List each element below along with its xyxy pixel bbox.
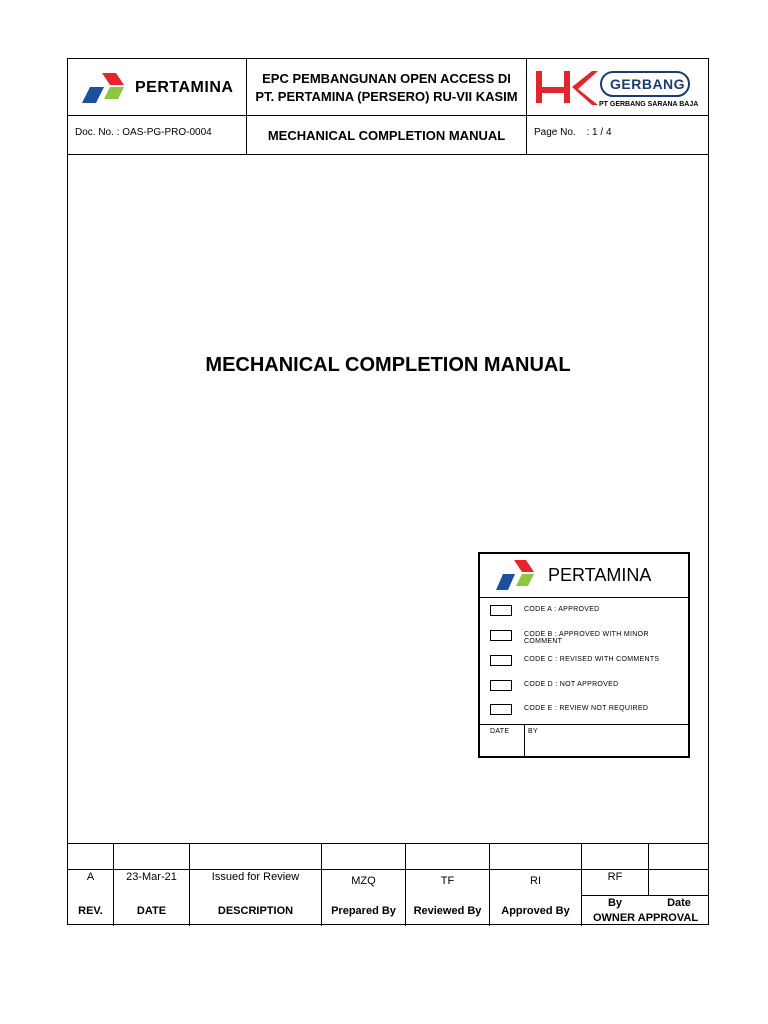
owner-date-header: Date — [667, 897, 691, 909]
rev-col-divider — [648, 843, 649, 895]
doc-no-label: Doc. No. — [75, 127, 114, 138]
hk-logo-icon — [532, 65, 602, 109]
page-no-label: Page No. — [534, 127, 576, 138]
approval-stamp — [478, 552, 690, 758]
stamp-bottom-divider — [480, 724, 688, 725]
approved-by-header: Approved By — [501, 905, 570, 917]
stamp-by-label: BY — [528, 728, 538, 735]
project-title — [247, 67, 526, 109]
project-title-line2: PT. PERTAMINA (PERSERO) RU-VII KASIM — [255, 89, 518, 104]
owner-approval-header: OWNER APPROVAL — [592, 912, 699, 924]
stamp-divider — [480, 597, 688, 598]
contractor-name: PT GERBANG SARANA BAJA — [599, 101, 699, 108]
code-d-label: CODE D : NOT APPROVED — [524, 681, 619, 688]
approved-by-cell: RI — [530, 875, 541, 887]
header-bottom-line — [68, 154, 708, 155]
code-c-checkbox[interactable] — [490, 655, 512, 666]
pertamina-mark-icon — [494, 558, 538, 592]
stamp-logo-text: PERTAMINA — [548, 565, 652, 585]
code-c-label: CODE C : REVISED WITH COMMENTS — [524, 656, 660, 663]
doc-no — [75, 127, 212, 138]
prepared-by-cell: MZQ — [351, 875, 376, 887]
owner-by-header: By — [607, 897, 623, 909]
header-col-divider-2 — [526, 59, 527, 154]
contractor-logo — [532, 65, 707, 113]
gerbang-badge — [600, 71, 690, 97]
page-no — [534, 127, 612, 138]
code-b-label: CODE B : APPROVED WITH MINOR COMMENT — [524, 631, 649, 645]
owner-date-cell — [649, 870, 709, 884]
reviewed-by-header: Reviewed By — [413, 905, 482, 917]
owner-by-cell: RF — [607, 871, 623, 883]
description-cell: Issued for Review — [211, 871, 300, 883]
document-frame — [67, 58, 709, 925]
rev-table-top-line — [68, 843, 708, 844]
description-header: DESCRIPTION — [217, 905, 294, 917]
pertamina-logo — [80, 71, 245, 105]
code-e-checkbox[interactable] — [490, 704, 512, 715]
code-a-label: CODE A : APPROVED — [524, 606, 600, 613]
pertamina-logo-text: PERTAMINA — [135, 79, 234, 96]
code-d-checkbox[interactable] — [490, 680, 512, 691]
doc-title-header: MECHANICAL COMPLETION MANUAL — [267, 127, 506, 143]
rev-header: REV. — [78, 905, 103, 917]
project-title-line1: EPC PEMBANGUNAN OPEN ACCESS DI — [262, 71, 511, 86]
rev-cell: A — [86, 871, 95, 883]
code-b-checkbox[interactable] — [490, 630, 512, 641]
code-a-checkbox[interactable] — [490, 605, 512, 616]
pertamina-mark-icon — [80, 71, 130, 105]
stamp-date-by-divider — [524, 724, 525, 758]
prepared-by-header: Prepared By — [331, 905, 396, 917]
main-title: MECHANICAL COMPLETION MANUAL — [205, 353, 571, 376]
date-header: DATE — [136, 905, 167, 917]
gerbang-logo-text: GERBANG — [610, 76, 686, 92]
doc-no-value: : OAS-PG-PRO-0004 — [116, 127, 212, 138]
reviewed-by-cell: TF — [440, 875, 455, 887]
code-e-label: CODE E : REVIEW NOT REQUIRED — [524, 705, 649, 712]
page-no-value: : 1 / 4 — [586, 127, 612, 138]
stamp-date-label: DATE — [490, 728, 510, 735]
date-cell: 23-Mar-21 — [126, 871, 177, 883]
